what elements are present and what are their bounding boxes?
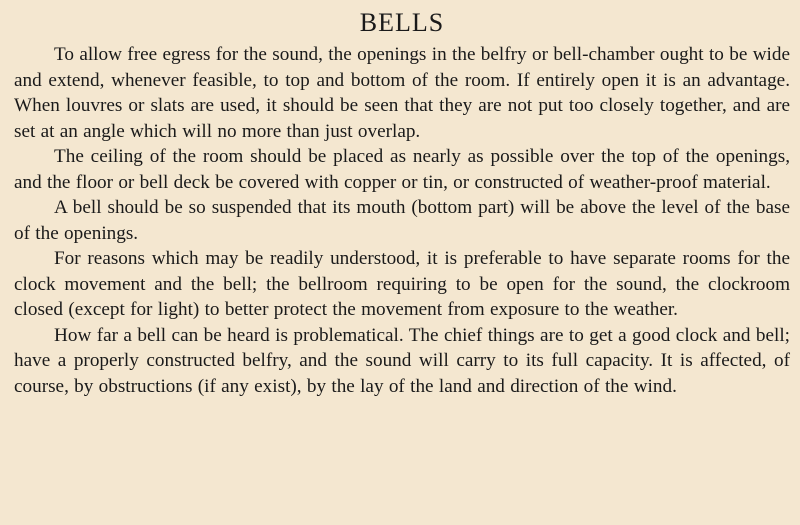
paragraph-louvres: To allow free egress for the sound, the openings in the belfry or bell-chamber ought to be wide and extend, whenever feasible, to top and bottom of the room. If entirely open it is an advantage. When louvres or slats are used, it should be seen that they are not put too closely together, and are set at an angle which will no more than just overlap. — [14, 44, 790, 142]
paragraph-suspension: A bell should be so suspended that its mouth (bottom part) will be above the level of the base of the openings. — [14, 197, 790, 244]
paragraph-how-far: How far a bell can be heard is problematical. The chief things are to get a good clock and bell; have a properly constructed belfry, and the sound will carry to its full capacity. It is affected, of course, by obstructions (if any exist), by the lay of the land and direction of the wind. — [14, 324, 790, 397]
paragraph-separate-rooms: For reasons which may be readily understood, it is preferable to have separate rooms for the clock movement and the bell; the bellroom requiring to be open for the sound, the clockroom closed (except for light) to better protect the movement from exposure to the weather. — [14, 248, 790, 320]
page-title: BELLS — [359, 8, 445, 37]
paragraph-ceiling: The ceiling of the room should be placed as nearly as possible over the top of the openings, and the floor or bell deck be covered with copper or tin, or constructed of weather-proof material. — [14, 146, 790, 193]
